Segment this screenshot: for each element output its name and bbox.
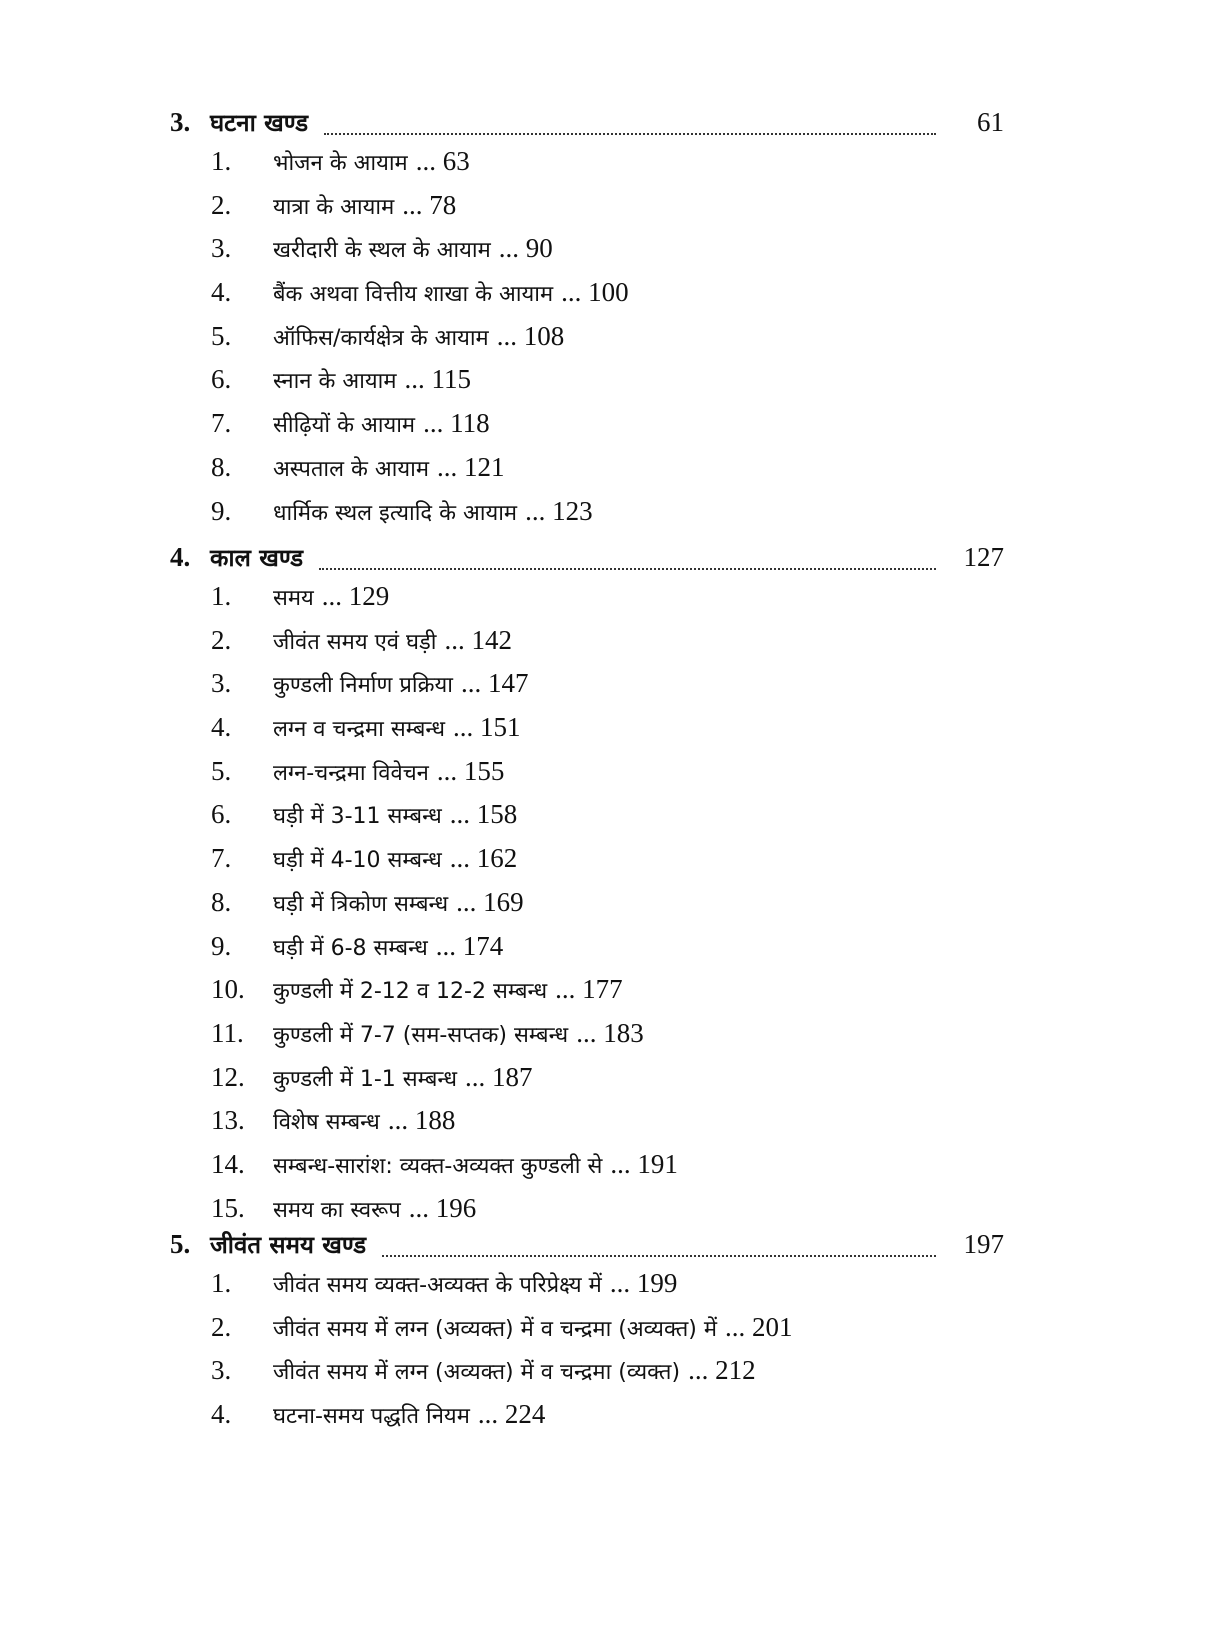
item-number: 1. — [211, 581, 232, 611]
item-number: 7. — [211, 843, 232, 874]
item-page-number: ... 191 — [610, 1148, 678, 1179]
item-page-number: ... 155 — [436, 755, 505, 786]
toc-item[interactable] — [170, 233, 1004, 277]
item-title: भोजन के आयाम — [273, 151, 408, 176]
item-page-number: ... 158 — [449, 799, 518, 830]
item-number: 6. — [211, 364, 232, 395]
toc-item[interactable] — [170, 625, 1004, 669]
item-title: स्नान के आयाम — [273, 369, 397, 395]
section-page-number: 197 — [963, 1229, 1004, 1259]
section-title: काल खण्ड — [210, 544, 304, 572]
section-page-number: 61 — [977, 107, 1004, 137]
item-number: 5. — [211, 320, 232, 351]
section-heading[interactable] — [170, 541, 1004, 581]
item-page-number: ... 196 — [408, 1192, 477, 1223]
item-number: 2. — [211, 1311, 232, 1342]
toc-item[interactable] — [170, 1018, 1004, 1062]
item-page-number: ... 115 — [404, 364, 472, 395]
item-title: जीवंत समय में लग्न (अव्यक्त) में व चन्द्रमा (अव्यक्त) में — [273, 1316, 718, 1342]
toc-item[interactable] — [170, 756, 1004, 800]
item-number: 3. — [211, 668, 232, 699]
item-title: कुण्डली निर्माण प्रक्रिया — [273, 673, 453, 699]
item-page-number: ... 121 — [437, 451, 505, 482]
item-page-number: ... 199 — [609, 1268, 678, 1298]
item-number: 12. — [211, 1061, 245, 1092]
item-number: 10. — [211, 974, 245, 1005]
toc-item[interactable] — [170, 277, 1004, 321]
toc-item[interactable] — [170, 1355, 1004, 1399]
item-title: समय का स्वरूप — [273, 1197, 401, 1223]
item-number: 5. — [211, 755, 232, 786]
item-title: कुण्डली में 7-7 (सम-सप्तक) सम्बन्ध — [273, 1022, 569, 1048]
toc-item[interactable] — [170, 1149, 1004, 1193]
item-title: सम्बन्ध-सारांश: व्यक्त-अव्यक्त कुण्डली से — [273, 1153, 603, 1179]
item-number: 4. — [211, 1399, 232, 1430]
item-page-number: ... 78 — [402, 189, 457, 220]
toc-item[interactable] — [170, 364, 1004, 408]
item-page-number: ... 123 — [525, 495, 593, 526]
item-title: घड़ी में त्रिकोण सम्बन्ध — [273, 891, 449, 917]
item-title: कुण्डली में 2-12 व 12-2 सम्बन्ध — [273, 979, 548, 1005]
item-title: यात्रा के आयाम — [273, 194, 395, 220]
dot-leader — [382, 1255, 935, 1257]
toc-item[interactable] — [170, 668, 1004, 712]
item-title: धार्मिक स्थल इत्यादि के आयाम — [273, 500, 518, 526]
toc-item[interactable] — [170, 1399, 1004, 1443]
section-items — [170, 1268, 1004, 1443]
item-page-number: ... 100 — [561, 277, 629, 308]
item-title: बैंक अथवा वित्तीय शाखा के आयाम — [273, 282, 554, 308]
item-page-number: ... 162 — [449, 843, 518, 874]
item-title: जीवंत समय व्यक्त-अव्यक्त के परिप्रेक्ष्य में — [273, 1273, 602, 1298]
item-number: 14. — [211, 1148, 245, 1179]
item-page-number: ... 174 — [435, 930, 504, 961]
item-title: जीवंत समय एवं घड़ी — [273, 629, 437, 655]
item-number: 6. — [211, 799, 232, 830]
toc-item[interactable] — [170, 1105, 1004, 1149]
item-number: 8. — [211, 451, 232, 482]
item-number: 2. — [211, 624, 232, 655]
item-number: 7. — [211, 408, 232, 439]
item-number: 2. — [211, 189, 232, 220]
section-page-number: 127 — [963, 542, 1004, 572]
item-number: 4. — [211, 277, 232, 308]
toc-item[interactable] — [170, 843, 1004, 887]
item-page-number: ... 118 — [423, 408, 490, 439]
item-number: 3. — [211, 1355, 232, 1386]
item-title: समय — [273, 586, 314, 611]
item-page-number: ... 129 — [321, 581, 390, 611]
item-number: 3. — [211, 233, 232, 264]
item-page-number: ... 177 — [555, 974, 623, 1005]
dot-leader — [324, 133, 936, 135]
item-title: जीवंत समय में लग्न (अव्यक्त) में व चन्द्रमा (व्यक्त) — [273, 1360, 681, 1386]
section-title: जीवंत समय खण्ड — [210, 1231, 367, 1259]
item-page-number: ... 187 — [465, 1061, 533, 1092]
item-number: 15. — [211, 1192, 245, 1223]
toc-item[interactable] — [170, 1312, 1004, 1356]
item-number: 11. — [211, 1017, 244, 1048]
item-title: विशेष सम्बन्ध — [273, 1110, 380, 1136]
item-page-number: ... 90 — [498, 233, 553, 264]
item-page-number: ... 188 — [387, 1105, 456, 1136]
section-number: 3. — [170, 107, 191, 137]
section-number: 4. — [170, 542, 191, 572]
item-page-number: ... 151 — [453, 712, 521, 743]
toc-item[interactable] — [170, 712, 1004, 756]
toc-item[interactable] — [170, 1062, 1004, 1106]
item-page-number: ... 212 — [688, 1355, 756, 1386]
item-title: घड़ी में 4-10 सम्बन्ध — [273, 848, 442, 874]
toc-section — [170, 541, 1004, 1236]
item-title: घटना-समय पद्धति नियम — [273, 1404, 470, 1430]
item-title: लग्न-चन्द्रमा विवेचन — [273, 760, 429, 786]
item-page-number: ... 142 — [444, 624, 512, 655]
toc-item[interactable] — [170, 581, 1004, 625]
item-title: घड़ी में 3-11 सम्बन्ध — [273, 804, 442, 830]
item-number: 9. — [211, 495, 232, 526]
section-items — [170, 146, 1004, 539]
item-title: अस्पताल के आयाम — [273, 456, 429, 482]
section-number: 5. — [170, 1229, 191, 1259]
toc-item[interactable] — [170, 496, 1004, 540]
item-number: 1. — [211, 1268, 232, 1298]
toc-item[interactable] — [170, 887, 1004, 931]
toc-item[interactable] — [170, 1268, 1004, 1312]
toc-section — [170, 1228, 1004, 1443]
item-page-number: ... 63 — [415, 146, 470, 176]
item-number: 1. — [211, 146, 232, 176]
item-title: ऑफिस/कार्यक्षेत्र के आयाम — [273, 325, 489, 351]
item-title: लग्न व चन्द्रमा सम्बन्ध — [273, 717, 446, 743]
item-number: 13. — [211, 1105, 245, 1136]
dot-leader — [319, 568, 935, 570]
section-title: घटना खण्ड — [210, 109, 309, 137]
item-title: खरीदारी के स्थल के आयाम — [273, 238, 491, 264]
item-page-number: ... 147 — [460, 668, 529, 699]
item-title: कुण्डली में 1-1 सम्बन्ध — [273, 1066, 458, 1092]
item-page-number: ... 224 — [477, 1399, 546, 1430]
toc-section — [170, 106, 1004, 539]
toc-item[interactable] — [170, 931, 1004, 975]
item-title: सीढ़ियों के आयाम — [273, 413, 416, 439]
item-page-number: ... 108 — [496, 320, 565, 351]
toc-item[interactable] — [170, 799, 1004, 843]
item-number: 9. — [211, 930, 232, 961]
section-heading[interactable] — [170, 1228, 1004, 1268]
section-items — [170, 581, 1004, 1236]
item-number: 4. — [211, 712, 232, 743]
toc-item[interactable] — [170, 146, 1004, 190]
item-page-number: ... 169 — [456, 886, 524, 917]
section-heading[interactable] — [170, 106, 1004, 146]
item-page-number: ... 183 — [576, 1017, 644, 1048]
item-page-number: ... 201 — [725, 1311, 793, 1342]
toc-item[interactable] — [170, 452, 1004, 496]
toc-item[interactable] — [170, 190, 1004, 234]
item-number: 8. — [211, 886, 232, 917]
toc-item[interactable] — [170, 974, 1004, 1018]
toc-item[interactable] — [170, 321, 1004, 365]
toc-item[interactable] — [170, 408, 1004, 452]
item-title: घड़ी में 6-8 सम्बन्ध — [273, 935, 428, 961]
